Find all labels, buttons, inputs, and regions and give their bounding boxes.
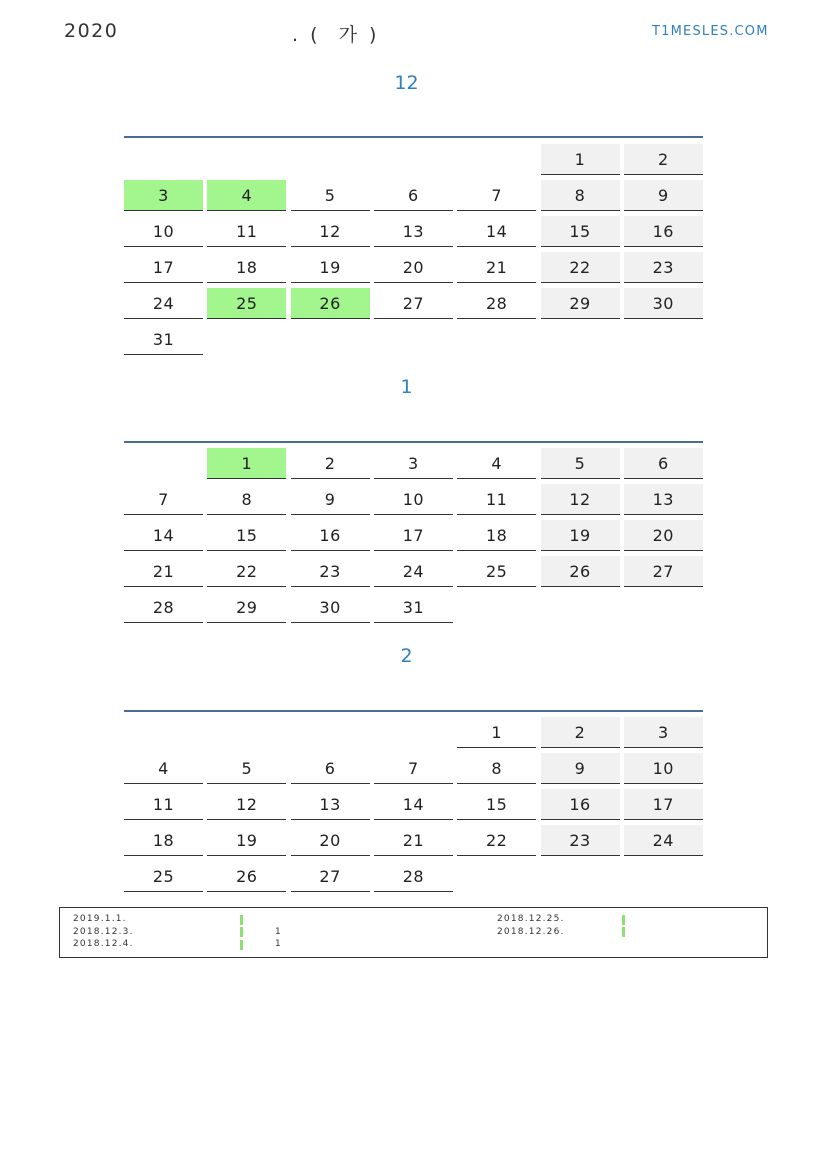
day-cell: 27 [624, 556, 703, 587]
day-cell: 16 [624, 216, 703, 247]
day-cell: 11 [207, 216, 286, 247]
day-cell: 11 [457, 484, 536, 515]
day-cell: 28 [374, 861, 453, 892]
day-cell: 19 [541, 520, 620, 551]
day-cell: 22 [541, 252, 620, 283]
day-cell: 21 [374, 825, 453, 856]
holiday-legend [59, 907, 768, 958]
legend-holiday-marker [240, 927, 243, 937]
day-cell: 2 [541, 717, 620, 748]
day-cell: 27 [374, 288, 453, 319]
day-cell: 23 [291, 556, 370, 587]
day-cell: 18 [124, 825, 203, 856]
header-title: . ( 가 ) [292, 24, 380, 46]
day-cell: 7 [124, 484, 203, 515]
day-cell: 17 [124, 252, 203, 283]
header-year: 2020 [64, 20, 119, 42]
legend-date: 2019.1.1. [73, 914, 127, 924]
day-cell: 31 [374, 592, 453, 623]
day-cell: 21 [124, 556, 203, 587]
day-cell: 14 [124, 520, 203, 551]
day-cell: 7 [457, 180, 536, 211]
day-cell: 27 [291, 861, 370, 892]
day-cell: 6 [291, 753, 370, 784]
day-cell: 29 [207, 592, 286, 623]
day-cell: 9 [624, 180, 703, 211]
legend-holiday-marker [622, 927, 625, 937]
day-cell: 5 [541, 448, 620, 479]
day-cell: 10 [124, 216, 203, 247]
day-cell: 10 [624, 753, 703, 784]
day-cell: 13 [624, 484, 703, 515]
day-cell: 26 [207, 861, 286, 892]
day-cell: 18 [457, 520, 536, 551]
legend-date: 2018.12.26. [497, 926, 565, 937]
day-cell: 5 [291, 180, 370, 211]
legend-date: 2018.12.3. [73, 926, 134, 937]
day-cell: 4 [207, 180, 286, 211]
day-cell: 30 [624, 288, 703, 319]
day-cell: 23 [624, 252, 703, 283]
day-cell: 2 [624, 144, 703, 175]
day-cell: 17 [624, 789, 703, 820]
day-cell: 25 [207, 288, 286, 319]
day-cell: 6 [624, 448, 703, 479]
day-cell: 10 [374, 484, 453, 515]
day-cell: 11 [124, 789, 203, 820]
legend-holiday-marker [240, 940, 243, 950]
calendar-rule [124, 710, 703, 712]
day-cell: 19 [207, 825, 286, 856]
day-cell: 1 [207, 448, 286, 479]
day-cell: 23 [541, 825, 620, 856]
legend-holiday-marker [240, 915, 243, 925]
legend-count: 1 [275, 939, 282, 949]
day-cell: 2 [291, 448, 370, 479]
month-title: 2 [400, 645, 413, 667]
day-cell: 26 [291, 288, 370, 319]
day-cell: 25 [124, 861, 203, 892]
day-cell: 4 [457, 448, 536, 479]
day-cell: 8 [207, 484, 286, 515]
day-cell: 4 [124, 753, 203, 784]
day-cell: 14 [457, 216, 536, 247]
month-title: 1 [400, 376, 413, 398]
day-cell: 29 [541, 288, 620, 319]
day-cell: 12 [291, 216, 370, 247]
day-cell: 19 [291, 252, 370, 283]
day-cell: 25 [457, 556, 536, 587]
day-cell: 20 [624, 520, 703, 551]
day-cell: 15 [541, 216, 620, 247]
day-cell: 15 [207, 520, 286, 551]
day-cell: 17 [374, 520, 453, 551]
day-cell: 26 [541, 556, 620, 587]
day-cell: 5 [207, 753, 286, 784]
day-cell: 24 [624, 825, 703, 856]
day-cell: 15 [457, 789, 536, 820]
day-cell: 9 [291, 484, 370, 515]
day-cell: 6 [374, 180, 453, 211]
day-cell: 13 [291, 789, 370, 820]
day-cell: 7 [374, 753, 453, 784]
legend-date: 2018.12.25. [497, 914, 565, 924]
day-cell: 13 [374, 216, 453, 247]
site-link[interactable]: T1MESLES.COM [652, 24, 769, 39]
day-cell: 20 [374, 252, 453, 283]
day-cell: 28 [124, 592, 203, 623]
day-cell: 1 [541, 144, 620, 175]
legend-holiday-marker [622, 915, 625, 925]
day-cell: 18 [207, 252, 286, 283]
calendar-rule [124, 441, 703, 443]
month-title: 12 [394, 72, 419, 94]
day-cell: 21 [457, 252, 536, 283]
day-cell: 16 [291, 520, 370, 551]
day-cell: 24 [374, 556, 453, 587]
day-cell: 1 [457, 717, 536, 748]
day-cell: 22 [457, 825, 536, 856]
day-cell: 8 [457, 753, 536, 784]
day-cell: 16 [541, 789, 620, 820]
day-cell: 20 [291, 825, 370, 856]
day-cell: 8 [541, 180, 620, 211]
day-cell: 14 [374, 789, 453, 820]
day-cell: 28 [457, 288, 536, 319]
day-cell: 24 [124, 288, 203, 319]
legend-count: 1 [275, 926, 282, 937]
day-cell: 9 [541, 753, 620, 784]
day-cell: 31 [124, 324, 203, 355]
day-cell: 12 [541, 484, 620, 515]
day-cell: 3 [124, 180, 203, 211]
day-cell: 30 [291, 592, 370, 623]
day-cell: 22 [207, 556, 286, 587]
day-cell: 3 [624, 717, 703, 748]
day-cell: 3 [374, 448, 453, 479]
day-cell: 12 [207, 789, 286, 820]
legend-date: 2018.12.4. [73, 939, 134, 949]
calendar-rule [124, 136, 703, 138]
